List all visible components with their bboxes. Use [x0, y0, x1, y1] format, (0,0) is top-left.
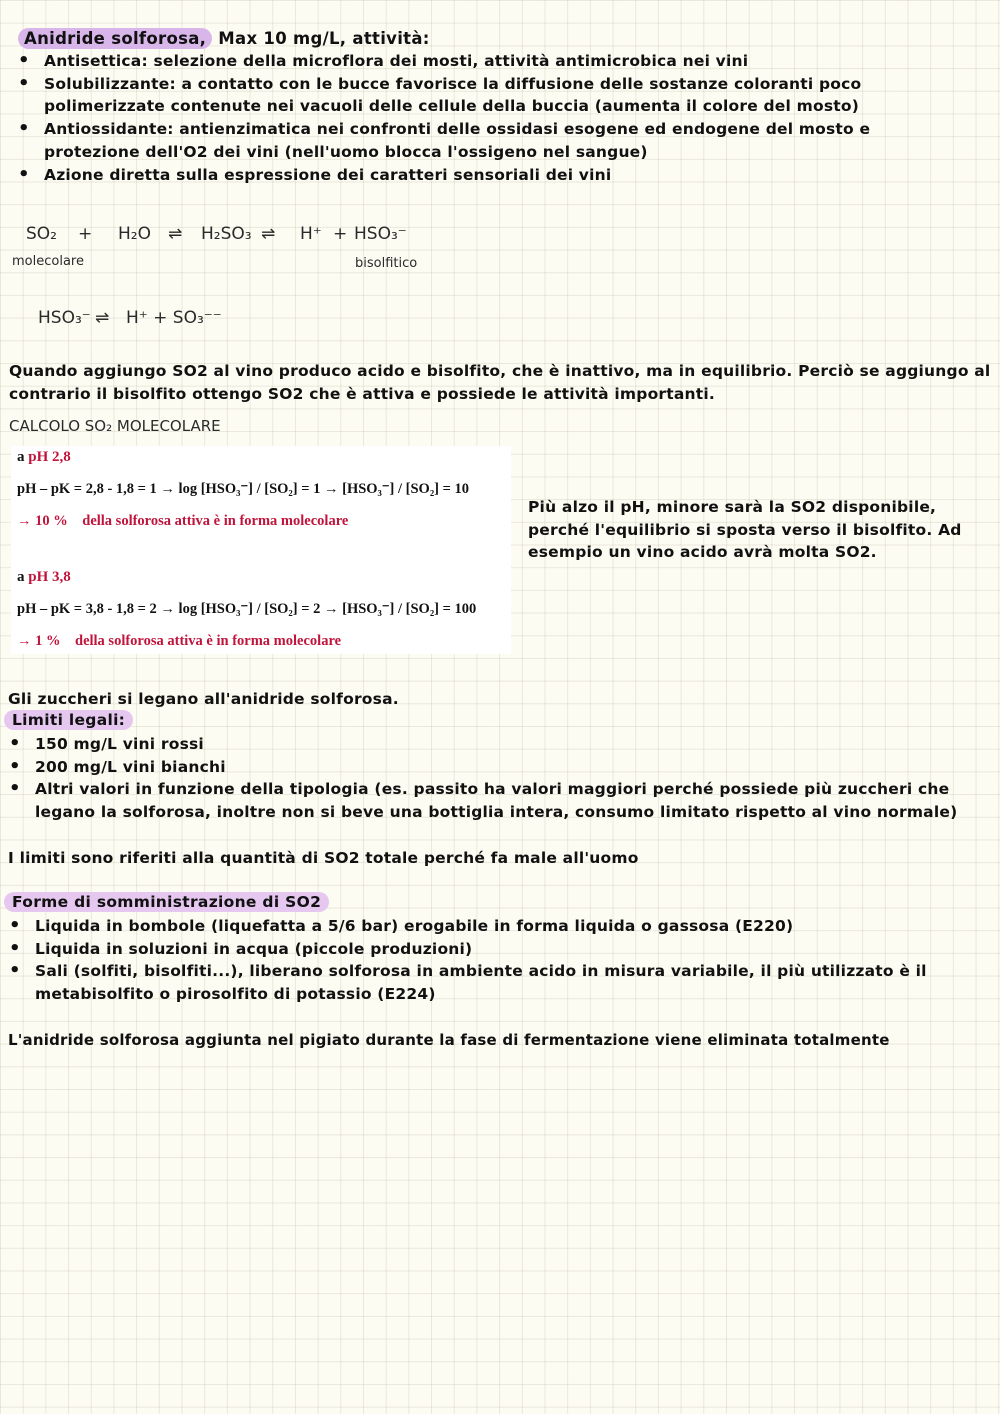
sugars-line: Gli zuccheri si legano all'anidride solforosa. [8, 690, 399, 708]
limits-note: I limiti sono riferiti alla quantità di SO2 totale perché fa male all'uomo [8, 849, 639, 867]
list-item: • Liquida in bombole (liquefatta a 5/6 bar) erogabile in forma liquida o gassosa (E220) [35, 915, 985, 938]
forms-list [35, 915, 985, 1006]
paragraph-equilibrium: Quando aggiungo SO2 al vino produco acido e bisolfito, che è inattivo, ma in equilibrio. Perciò se aggiungo al contrario il bisolfito ottengo SO2 che è attiva e possiede le attività importanti. [9, 362, 991, 403]
reaction-h2o: H₂O [118, 224, 151, 244]
label-bisolfitico: bisolfitico [355, 256, 418, 271]
ph-label-1: a pH 2,8 [17, 449, 71, 465]
calculation-box [11, 446, 511, 654]
list-item: • Liquida in soluzioni in acqua (piccole produzioni) [35, 938, 985, 961]
list-item: • Antiossidante: antienzimatica nei confronti delle ossidasi esogene ed endogene del mosto e protezione dell'O2 dei vini (nell'uomo blocca l'ossigeno nel sangue) [44, 118, 944, 163]
reaction2-hso3: HSO₃⁻ [38, 308, 91, 328]
reaction-so2: SO₂ [26, 224, 57, 244]
section-title-anidride [24, 29, 430, 48]
list-item: • Antisettica: selezione della microflora dei mosti, attività antimicrobica nei vini [44, 50, 944, 73]
limits-list [35, 733, 980, 824]
calc-heading: CALCOLO SO₂ MOLECOLARE [9, 417, 221, 435]
list-item: • 150 mg/L vini rossi [35, 733, 980, 756]
ph-label-2: a pH 3,8 [17, 569, 71, 585]
result-2: → 1 % della solforosa attiva è in forma molecolare [17, 633, 342, 649]
equilibrium-arrow: ⇌ [261, 224, 276, 244]
list-item: • Altri valori in funzione della tipologia (es. passito ha valori maggiori perché possiede più zuccheri che legano la solforosa, inoltre non si beve una bottiglia intera, consumo limitato rispetto al vino normale) [35, 778, 980, 823]
list-item: • 200 mg/L vini bianchi [35, 756, 980, 779]
equation-1: pH – pK = 2,8 - 1,8 = 1 → log [HSO₃⁻] / [SO₂] = 1 → [HSO₃⁻] / [SO₂] = 10 [17, 481, 470, 497]
reaction-hplus: H⁺ [300, 224, 322, 244]
side-note-ph: Più alzo il pH, minore sarà la SO2 disponibile, perché l'equilibrio si sposta verso il bisolfito. Ad esempio un vino acido avrà molta SO2. [528, 498, 962, 562]
reaction2-products: H⁺ + SO₃⁻⁻ [126, 308, 222, 328]
list-item: • Azione diretta sulla espressione dei caratteri sensoriali dei vini [44, 164, 944, 187]
forms-title: Forme di somministrazione di SO2 [8, 893, 329, 911]
title-highlight: Anidride solforosa, [18, 28, 212, 49]
reaction-plus: + [78, 224, 93, 244]
list-item: • Solubilizzante: a contatto con le bucce favorisce la diffusione delle sostanze coloranti poco polimerizzate contenute nei vacuoli delle cellule della buccia (aumenta il colore del mosto) [44, 73, 944, 118]
reaction-hso3: HSO₃⁻ [354, 224, 407, 244]
label-molecolare: molecolare [12, 254, 84, 269]
reaction-plus: + [333, 224, 348, 244]
activity-list [44, 50, 944, 186]
reaction-h2so3: H₂SO₃ [201, 224, 252, 244]
equation-2: pH – pK = 3,8 - 1,8 = 2 → log [HSO₃⁻] / [SO₂] = 2 → [HSO₃⁻] / [SO₂] = 100 [17, 601, 477, 617]
final-line: L'anidride solforosa aggiunta nel pigiato durante la fase di fermentazione viene eliminata totalmente [8, 1031, 890, 1049]
equilibrium-arrow: ⇌ [168, 224, 183, 244]
title-rest: Max 10 mg/L, attività: [212, 29, 430, 48]
list-item: • Sali (solfiti, bisolfiti...), liberano solforosa in ambiente acido in misura variabile, il più utilizzato è il metabisolfito o pirosolfito di potassio (E224) [35, 960, 985, 1005]
result-1: → 10 % della solforosa attiva è in forma molecolare [17, 513, 349, 529]
equilibrium-arrow: ⇌ [95, 308, 110, 328]
limits-title: Limiti legali: [8, 711, 133, 729]
